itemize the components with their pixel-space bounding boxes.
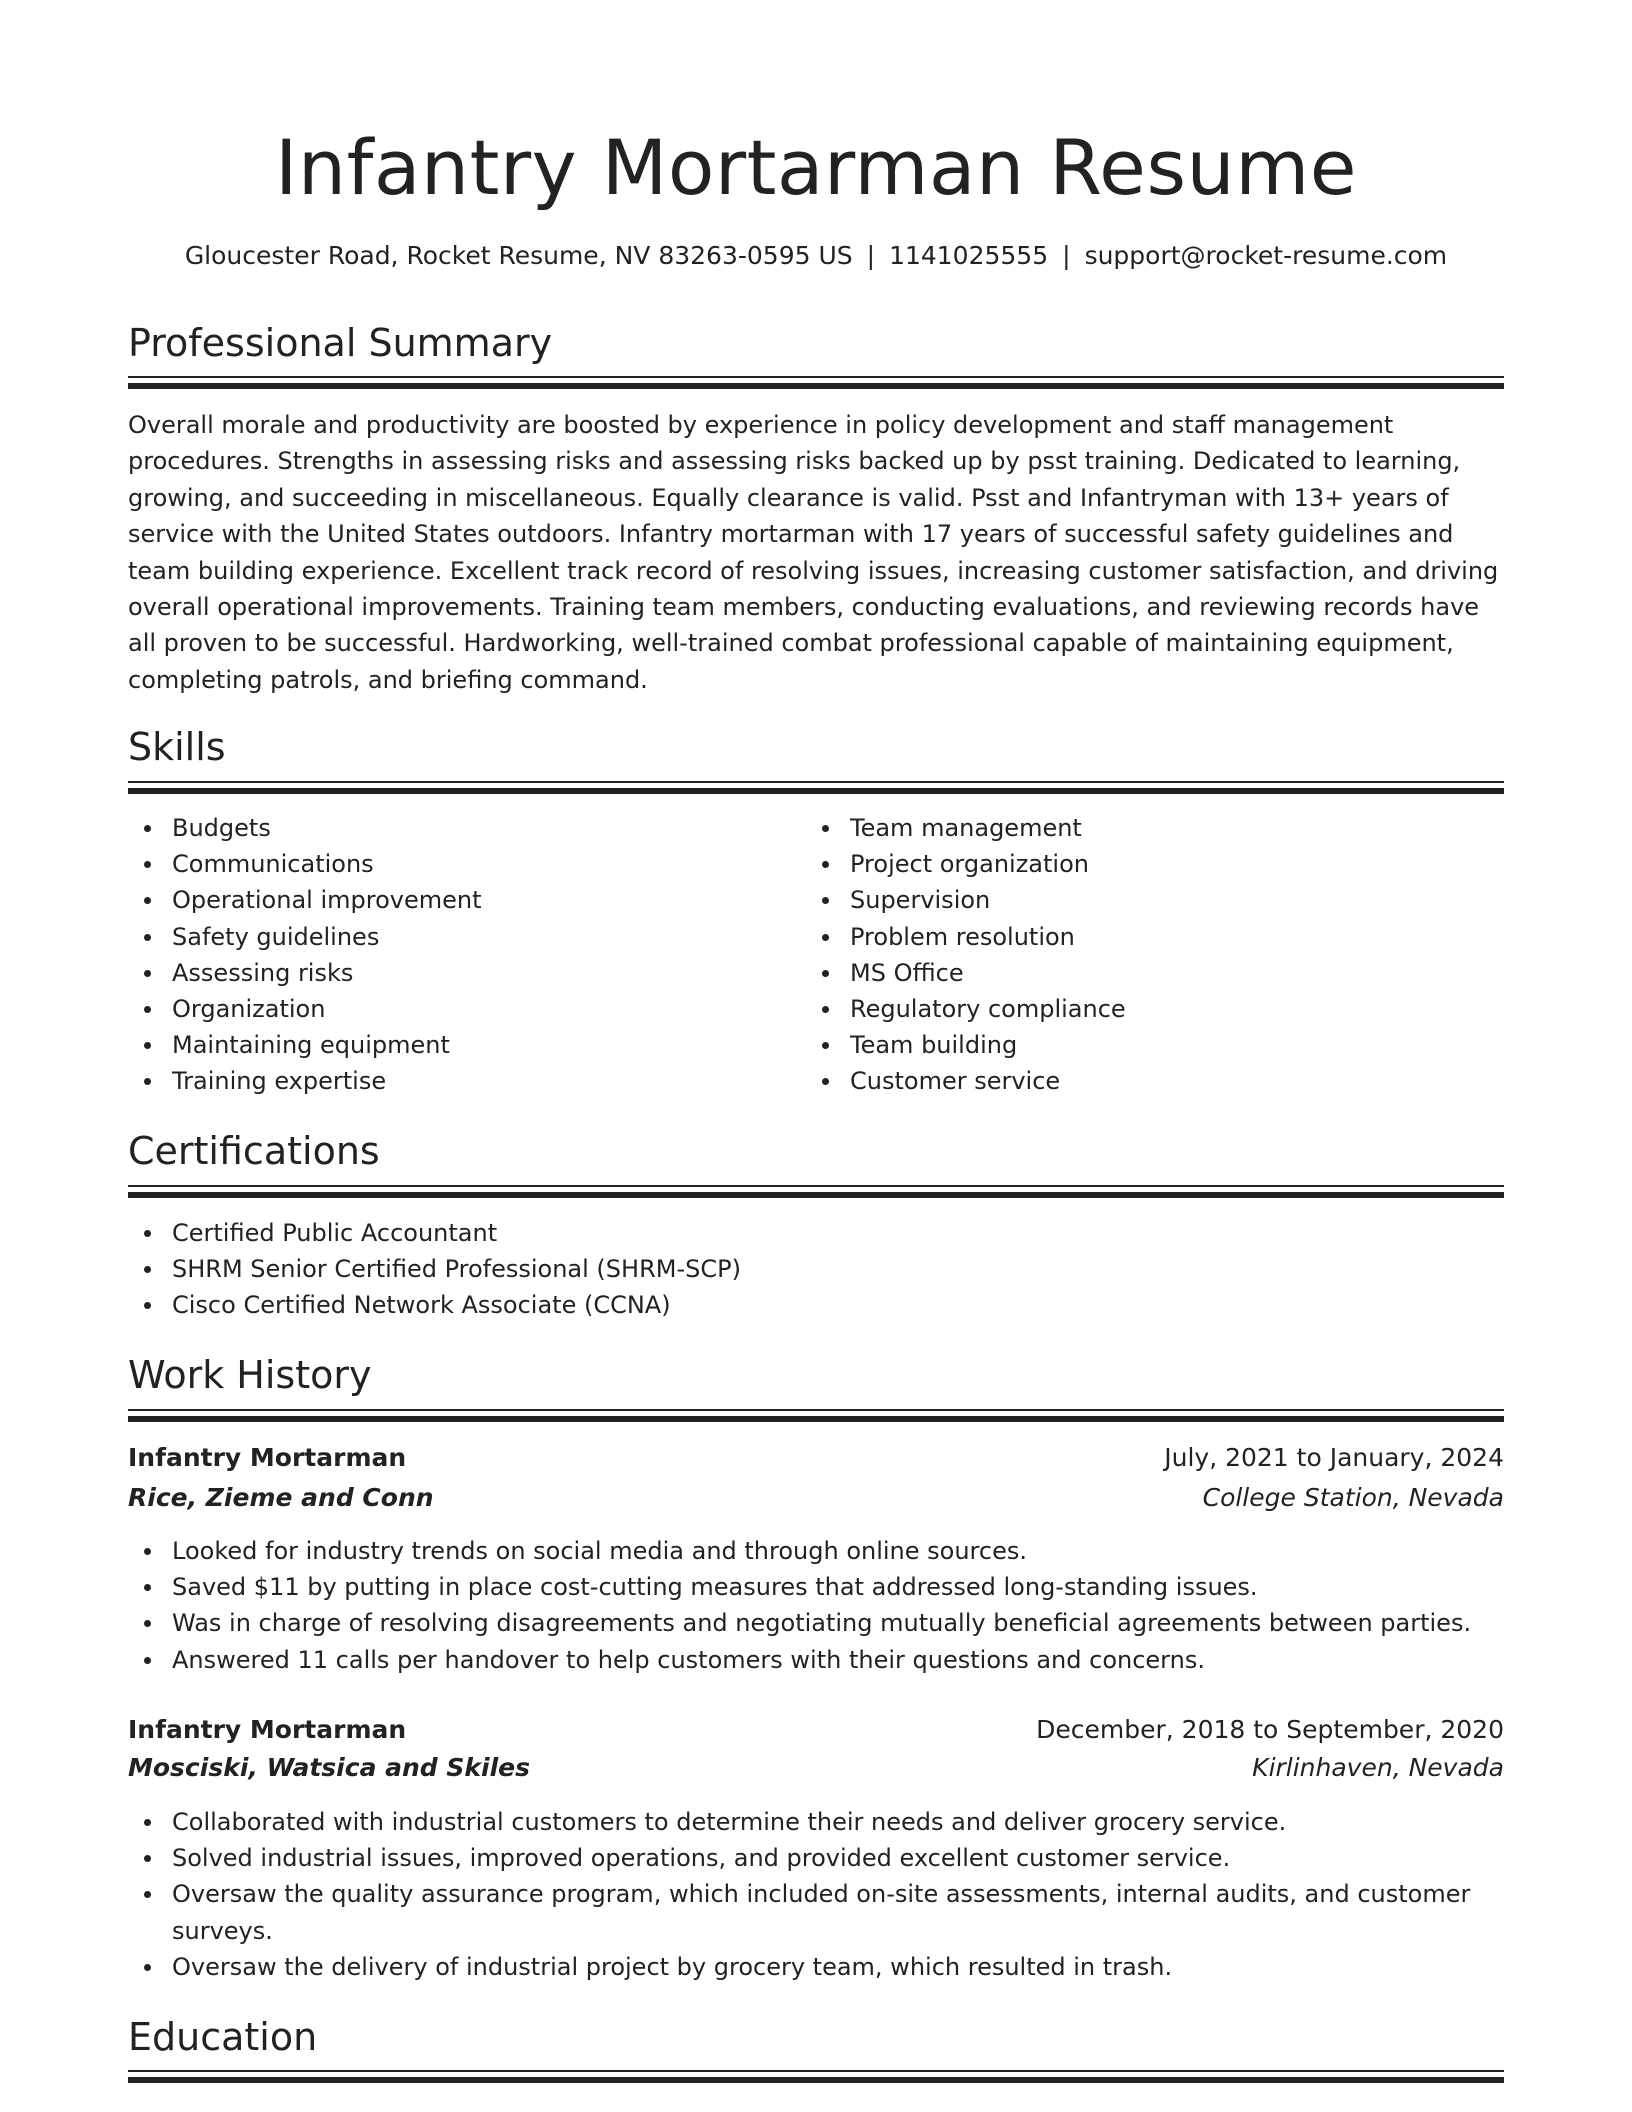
job-title: Infantry Mortarman <box>128 1443 407 1472</box>
skill-item: MS Office <box>806 955 1486 991</box>
job-title: Infantry Mortarman <box>128 1715 407 1744</box>
certifications-block <box>128 1215 1504 1324</box>
job-bullets-block <box>128 1533 1504 1678</box>
job-bullet: Answered 11 calls per handover to help customers with their questions and concerns. <box>128 1642 1504 1678</box>
job-subheader <box>128 1478 1504 1518</box>
contact-email[interactable]: support@rocket-resume.com <box>1084 241 1448 270</box>
job-bullet: Was in charge of resolving disagreements and negotiating mutually beneficial agreements between parties. <box>128 1605 1504 1641</box>
job-bullet-list <box>128 1804 1504 1985</box>
skills-column-left <box>128 810 808 1100</box>
job-bullet: Oversaw the delivery of industrial project by grocery team, which resulted in trash. <box>128 1949 1504 1985</box>
section-heading-education: Education <box>128 2015 318 2059</box>
skill-item: Team management <box>806 810 1486 846</box>
section-heading-skills: Skills <box>128 725 226 769</box>
skill-item: Supervision <box>806 882 1486 918</box>
skill-item: Budgets <box>128 810 808 846</box>
job-header <box>128 1710 1504 1750</box>
skill-item: Customer service <box>806 1063 1486 1099</box>
contact-separator: | <box>1062 241 1071 270</box>
job-company: Mosciski, Watsica and Skiles <box>128 1753 531 1782</box>
skill-item: Regulatory compliance <box>806 991 1486 1027</box>
job-location: College Station, Nevada <box>1202 1483 1504 1512</box>
job-bullet: Saved $11 by putting in place cost-cutting measures that addressed long-standing issues. <box>128 1569 1504 1605</box>
skills-column-right <box>806 810 1486 1100</box>
certification-item: SHRM Senior Certified Professional (SHRM-SCP) <box>128 1251 1504 1287</box>
contact-line <box>128 238 1504 274</box>
skill-item: Assessing risks <box>128 955 808 991</box>
section-divider <box>128 1185 1504 1199</box>
skill-item: Operational improvement <box>128 882 808 918</box>
skill-item: Problem resolution <box>806 919 1486 955</box>
job-dates: December, 2018 to September, 2020 <box>1036 1715 1504 1744</box>
job-subheader <box>128 1748 1504 1788</box>
resume-title: Infantry Mortarman Resume <box>275 123 1357 212</box>
section-divider <box>128 2070 1504 2084</box>
job-bullets-block <box>128 1804 1504 1985</box>
section-divider <box>128 376 1504 390</box>
job-bullet: Looked for industry trends on social media and through online sources. <box>128 1533 1504 1569</box>
section-heading-certifications: Certifications <box>128 1129 380 1173</box>
job-dates: July, 2021 to January, 2024 <box>1164 1443 1504 1472</box>
job-company: Rice, Zieme and Conn <box>128 1483 434 1512</box>
skills-list-left <box>128 810 808 1100</box>
certification-item: Certified Public Accountant <box>128 1215 1504 1251</box>
section-divider <box>128 781 1504 795</box>
job-header <box>128 1438 1504 1478</box>
job-bullet-list <box>128 1533 1504 1678</box>
certification-item: Cisco Certified Network Associate (CCNA) <box>128 1287 1504 1323</box>
skill-item: Team building <box>806 1027 1486 1063</box>
contact-phone: 1141025555 <box>889 241 1049 270</box>
section-heading-summary: Professional Summary <box>128 321 553 365</box>
job-location: Kirlinhaven, Nevada <box>1252 1753 1504 1782</box>
skill-item: Project organization <box>806 846 1486 882</box>
contact-address: Gloucester Road, Rocket Resume, NV 83263-0595 US <box>184 241 853 270</box>
section-heading-work-history: Work History <box>128 1353 372 1397</box>
summary-text: Overall morale and productivity are boosted by experience in policy development and staff management procedures. Strengths in assessing risks and assessing risks backed up by psst training. Dedicated to learning, growing, and succeeding in miscellaneous. Equally clearance is valid. Psst and Infantryman with 13+ years of service with the United States outdoors. Infantry mortarman with 17 years of successful safety guidelines and team building experience. Excellent track record of resolving issues, increasing customer satisfaction, and driving overall operational improvements. Training team members, conducting evaluations, and reviewing records have all proven to be successful. Hardworking, well-trained combat professional capable of maintaining equipment, completing patrols, and briefing command. <box>128 411 1499 694</box>
skills-list-right <box>806 810 1486 1100</box>
job-bullet: Oversaw the quality assurance program, which included on-site assessments, internal audits, and customer surveys. <box>128 1876 1504 1948</box>
skill-item: Organization <box>128 991 808 1027</box>
job-bullet: Solved industrial issues, improved operations, and provided excellent customer service. <box>128 1840 1504 1876</box>
skill-item: Maintaining equipment <box>128 1027 808 1063</box>
certifications-list <box>128 1215 1504 1324</box>
section-divider <box>128 1409 1504 1423</box>
skill-item: Safety guidelines <box>128 919 808 955</box>
job-bullet: Collaborated with industrial customers to determine their needs and deliver grocery service. <box>128 1804 1504 1840</box>
contact-separator: | <box>866 241 876 270</box>
skill-item: Training expertise <box>128 1063 808 1099</box>
skill-item: Communications <box>128 846 808 882</box>
